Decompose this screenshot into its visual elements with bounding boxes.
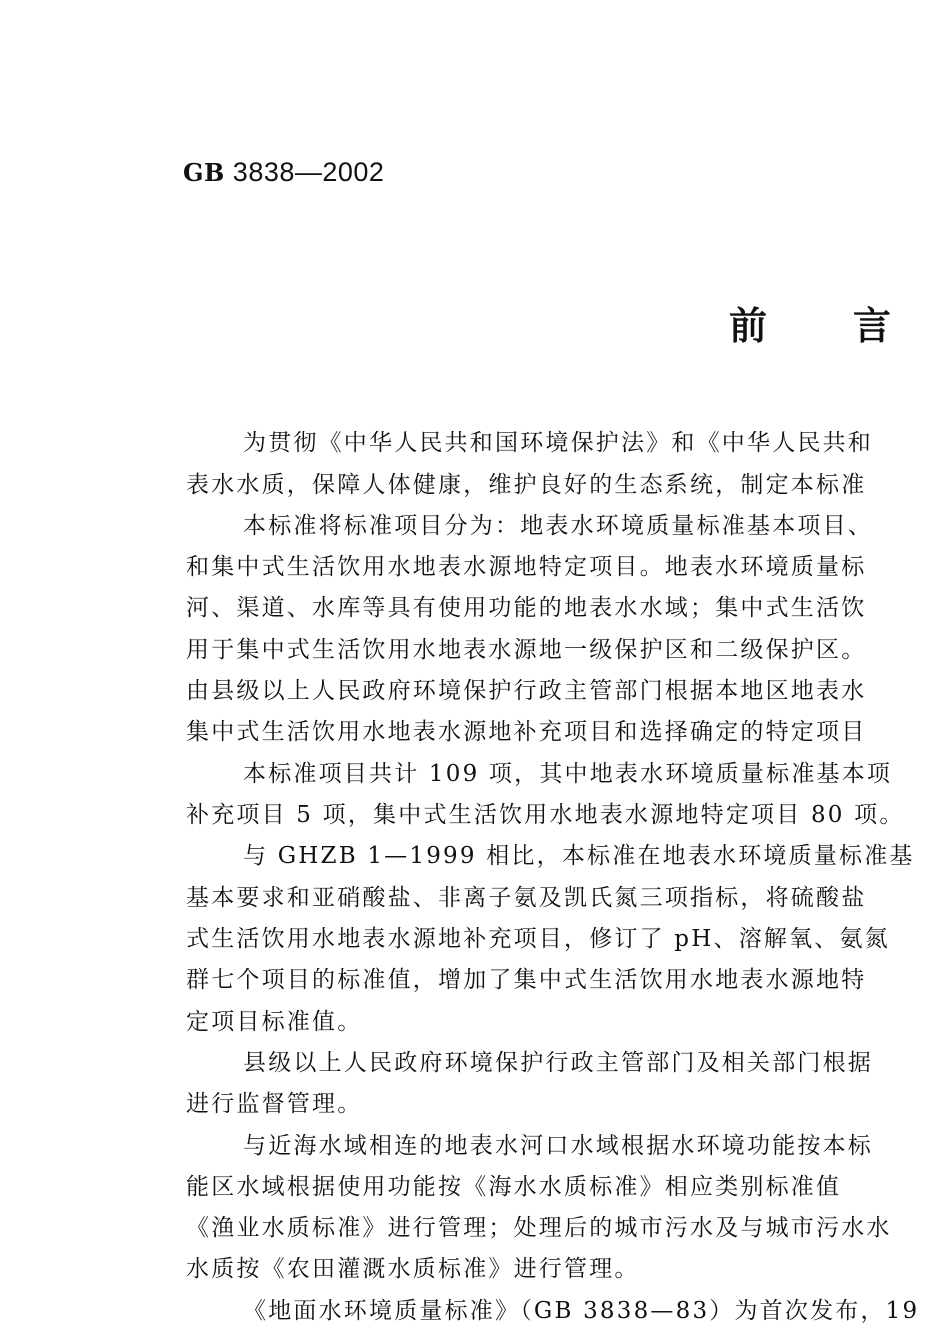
text-line: 定项目标准值。 (186, 1009, 363, 1035)
text-line: 式生活饮用水地表水源地补充项目，修订了 pH、溶解氧、氨氮 (186, 926, 890, 952)
text-line: 由县级以上人民政府环境保护行政主管部门根据本地区地表水 (186, 678, 867, 704)
standard-prefix: GB (183, 158, 225, 187)
text-line: 为贯彻《中华人民共和国环境保护法》和《中华人民共和 (243, 430, 873, 456)
text-line: 本标准将标准项目分为：地表水环境质量标准基本项目、 (243, 513, 873, 539)
text-line: 用于集中式生活饮用水地表水源地一级保护区和二级保护区。 (186, 637, 867, 663)
title-char-1: 前 (729, 303, 768, 348)
text-line: 表水水质，保障人体健康，维护良好的生态系统，制定本标准 (186, 472, 867, 498)
text-line: 与 GHZB 1—1999 相比，本标准在地表水环境质量标准基 (243, 843, 915, 869)
text-line: 水质按《农田灌溉水质标准》进行管理。 (186, 1256, 640, 1282)
text-line: 与近海水域相连的地表水河口水域根据水环境功能按本标 (243, 1133, 873, 1159)
text-line: 基本要求和亚硝酸盐、非离子氨及凯氏氮三项指标，将硫酸盐 (186, 885, 867, 911)
text-line: 进行监督管理。 (186, 1091, 363, 1117)
text-line: 《地面水环境质量标准》（GB 3838—83）为首次发布，19 (243, 1298, 920, 1324)
text-line: 县级以上人民政府环境保护行政主管部门及相关部门根据 (243, 1050, 873, 1076)
standard-number: 3838—2002 (232, 157, 385, 187)
text-line: 《渔业水质标准》进行管理；处理后的城市污水及与城市污水水 (186, 1215, 892, 1241)
page-title (729, 295, 891, 350)
text-line: 河、渠道、水库等具有使用功能的地表水水域；集中式生活饮 (186, 595, 867, 621)
text-line: 和集中式生活饮用水地表水源地特定项目。地表水环境质量标 (186, 554, 867, 580)
text-line: 集中式生活饮用水地表水源地补充项目和选择确定的特定项目 (186, 719, 867, 745)
text-line: 群七个项目的标准值，增加了集中式生活饮用水地表水源地特 (186, 967, 867, 993)
text-line: 能区水域根据使用功能按《海水水质标准》相应类别标准值 (186, 1174, 842, 1200)
standard-code (183, 157, 384, 188)
text-line: 补充项目 5 项，集中式生活饮用水地表水源地特定项目 80 项。 (186, 802, 905, 828)
text-line: 本标准项目共计 109 项，其中地表水环境质量标准基本项 (243, 761, 893, 787)
title-char-2: 言 (853, 303, 892, 348)
